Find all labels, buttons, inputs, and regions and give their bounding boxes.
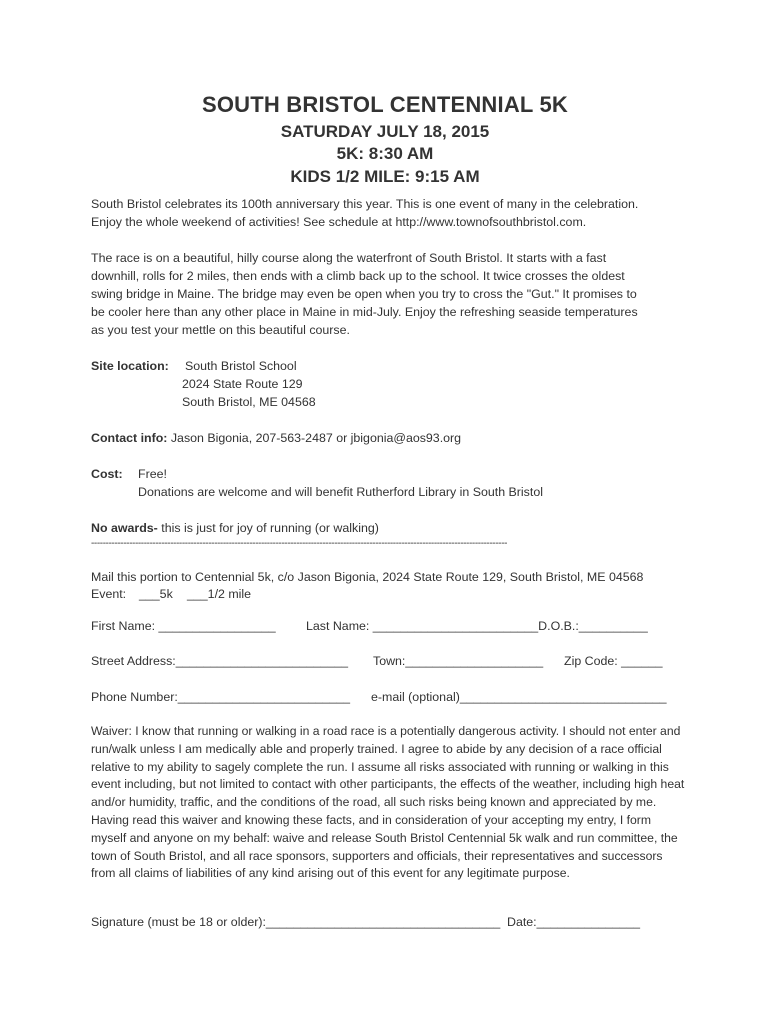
- cut-line-separator: ----------------------------------------------------------------------------------------------------------------------------------------------: [91, 538, 508, 549]
- event-title: SOUTH BRISTOL CENTENNIAL 5K: [202, 92, 568, 117]
- signature-date-field[interactable]: Date:_______________: [507, 915, 640, 929]
- site-city: South Bristol, ME 04568: [182, 395, 316, 409]
- contact-value: Jason Bigonia, 207-563-2487 or jbigonia@aos93.org: [170, 431, 462, 445]
- course-description-line: swing bridge in Maine. The bridge may even be open when you try to cross the "Gut." It promises to: [91, 287, 637, 301]
- race-start-time: 5K: 8:30 AM: [336, 144, 434, 163]
- email-field[interactable]: e-mail (optional)______________________________: [371, 690, 667, 704]
- phone-number-field[interactable]: Phone Number:_________________________: [91, 690, 351, 704]
- waiver-text: Waiver: I know that running or walking in a road race is a potentially dangerous activity. I should not enter and run/walk unless I am medically able and properly trained. I agree to abide by any decision of a race official relative to my ability to sagely complete the run. I assume all risks associated with running or walking in this event including, but not limited to contact with other participants, the effects of the weather, including high heat and/or humidity, traffic, and the conditions of the road, all such risks being known and appreciated by me. Having read this waiver and knowing these facts, and in consideration of your accepting my entry, I form myself and anyone on my behalf: waive and release South Bristol Centennial 5k walk and run committee, the town of South Bristol, and all race sponsors, supporters and officials, their representatives and successors from all claims of liabilities of any kind arising out of this event for any legitimate purpose.: [91, 724, 685, 881]
- cost-label: Cost:: [91, 467, 123, 481]
- last-name-dob-field[interactable]: Last Name: ________________________D.O.B.:__________: [306, 619, 648, 633]
- kids-race-time: KIDS 1/2 MILE: 9:15 AM: [290, 167, 480, 186]
- awards-label: No awards-: [91, 521, 158, 535]
- event-option-5k[interactable]: ___5k: [139, 587, 173, 601]
- course-description-line: be cooler here than any other place in Maine in mid-July. Enjoy the refreshing seaside temperatures: [91, 305, 638, 319]
- street-address-field[interactable]: Street Address:_________________________: [91, 654, 348, 668]
- signature-field[interactable]: Signature (must be 18 or older):__________________________________: [91, 915, 501, 929]
- zip-code-field[interactable]: Zip Code: ______: [564, 654, 663, 668]
- awards-info: [91, 519, 379, 537]
- event-date: SATURDAY JULY 18, 2015: [280, 122, 490, 141]
- course-description-line: The race is on a beautiful, hilly course along the waterfront of South Bristol. It starts with a fast: [91, 251, 607, 265]
- event-choice-label: Event:: [91, 587, 127, 601]
- cost-note: Donations are welcome and will benefit Rutherford Library in South Bristol: [138, 485, 543, 499]
- intro-line: South Bristol celebrates its 100th anniversary this year. This is one event of many in the celebration.: [91, 197, 639, 211]
- course-description-line: as you test your mettle on this beautiful course.: [91, 323, 350, 337]
- contact-info: [91, 429, 461, 447]
- site-name: South Bristol School: [185, 359, 297, 373]
- site-location-label: Site location:: [91, 359, 169, 373]
- mail-instructions: Mail this portion to Centennial 5k, c/o Jason Bigonia, 2024 State Route 129, South Bristol, ME 04568: [91, 570, 644, 584]
- event-option-half-mile[interactable]: ___1/2 mile: [187, 587, 252, 601]
- intro-line: Enjoy the whole weekend of activities! See schedule at http://www.townofsouthbristol.com.: [91, 215, 587, 229]
- cost-value: Free!: [138, 467, 167, 481]
- contact-label: Contact info:: [91, 431, 168, 445]
- course-description-line: downhill, rolls for 2 miles, then ends with a climb back up to the school. It twice crosses the oldest: [91, 269, 625, 283]
- site-street: 2024 State Route 129: [182, 377, 303, 391]
- first-name-field[interactable]: First Name: _________________: [91, 619, 276, 633]
- town-field[interactable]: Town:____________________: [373, 654, 544, 668]
- awards-value: this is just for joy of running (or walking): [161, 521, 379, 535]
